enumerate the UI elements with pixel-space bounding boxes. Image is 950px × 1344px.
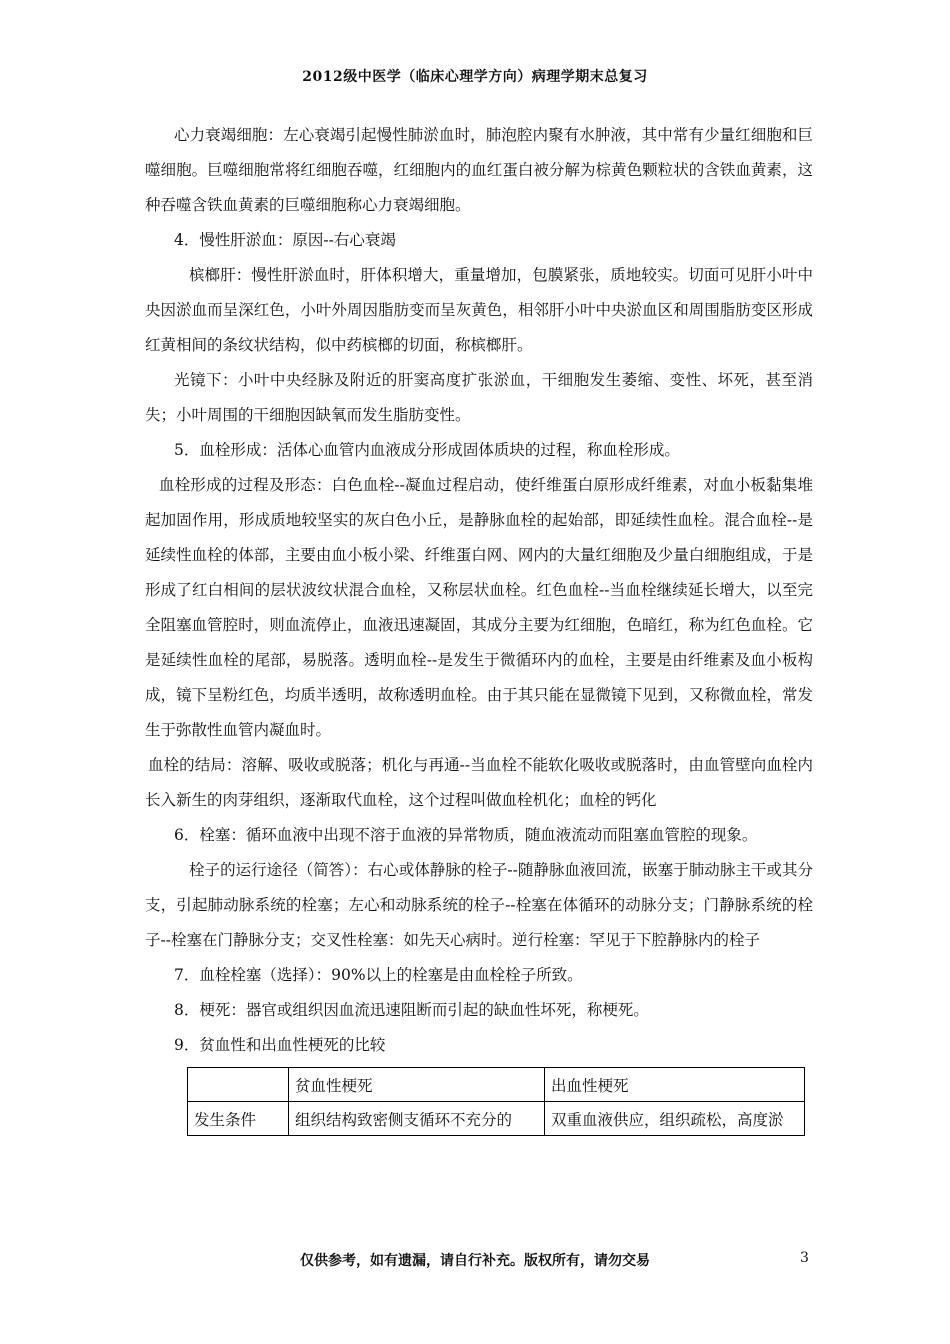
table-header-cell: 贫血性梗死 — [289, 1068, 545, 1102]
paragraph-heart-failure-cells: 心力衰竭细胞：左心衰竭引起慢性肺淤血时，肺泡腔内聚有水肿液，其中常有少量红细胞和巨噬细胞。巨噬细胞常将红细胞吞噬，红细胞内的血红蛋白被分解为棕黄色颗粒状的含铁血黄素，这种吞噬含铁血黄素的巨噬细胞称心力衰竭细胞。 — [145, 126, 813, 214]
table-cell: 双重血液供应，组织疏松，高度淤 — [545, 1102, 805, 1136]
paragraph-thrombus-formation: 血栓形成的过程及形态：白色血栓--凝血过程启动，使纤维蛋白原形成纤维素，对血小板黏集堆起加固作用，形成质地较坚实的灰白色小丘，是静脉血栓的起始部，即延续性血栓。混合血栓--是延续性血栓的体部，主要由血小板小梁、纤维蛋白网、网内的大量红细胞及少量白细胞组成，于是形成了红白相间的层状波纹状混合血栓，又称层状血栓。红色血栓--当血栓继续延长增大，以至完全阻塞血管腔时，则血流停止，血液迅速凝固，其成分主要为红细胞，色暗红，称为红色血栓。它是延续性血栓的尾部，易脱落。透明血栓--是发生于微循环内的血栓，主要是由纤维素及血小板构成，镜下呈粉红色，均质半透明，故称透明血栓。由于其只能在显微镜下见到，又称微血栓，常发生于弥散性血管内凝血时。 — [145, 476, 813, 739]
table-header-cell: 出血性梗死 — [545, 1068, 805, 1102]
paragraph-infarction: 8．梗死：器官或组织因血流迅速阻断而引起的缺血性坏死，称梗死。 — [174, 1001, 649, 1019]
table-header-row — [188, 1068, 805, 1102]
paragraph-embolism: 6．栓塞：循环血液中出现不溶于血液的异常物质，随血液流动而阻塞血管腔的现象。 — [174, 826, 758, 844]
table-cell: 发生条件 — [188, 1102, 289, 1136]
paragraph-nutmeg-liver: 槟榔肝：慢性肝淤血时，肝体积增大，重量增加，包膜紧张，质地较实。切面可见肝小叶中央因淤血而呈深红色，小叶外周因脂肪变而呈灰黄色，相邻肝小叶中央淤血区和周围脂肪变区形成红黄相间的条纹状结构，似中药槟榔的切面，称槟榔肝。 — [145, 266, 813, 354]
paragraph-microscopy: 光镜下：小叶中央经脉及附近的肝窦高度扩张淤血，干细胞发生萎缩、变性、坏死，甚至消失；小叶周围的干细胞因缺氧而发生脂肪变性。 — [145, 371, 813, 424]
paragraph-comparison-title: 9．贫血性和出血性梗死的比较 — [174, 1036, 386, 1054]
table-cell: 组织结构致密侧支循环不充分的 — [289, 1102, 545, 1136]
paragraph-thrombosis: 5．血栓形成：活体心血管内血液成分形成固体质块的过程，称血栓形成。 — [174, 441, 680, 459]
paragraph-thromboembolism: 7．血栓栓塞（选择）：90%以上的栓塞是由血栓栓子所致。 — [174, 966, 583, 984]
table-row — [188, 1102, 805, 1136]
paragraph-chronic-liver-congestion: 4．慢性肝淤血：原因--右心衰竭 — [174, 231, 396, 249]
table-header-cell — [188, 1068, 289, 1102]
paragraph-embolus-route: 栓子的运行途径（简答）：右心或体静脉的栓子--随静脉血液回流，嵌塞于肺动脉主干或其分支，引起肺动脉系统的栓塞；左心和动脉系统的栓子--栓塞在体循环的动脉分支；门静脉系统的栓子--栓塞在门静脉分支；交叉性栓塞：如先天心病时。逆行栓塞：罕见于下腔静脉内的栓子 — [145, 861, 813, 949]
document-body — [145, 118, 813, 1136]
page-header: 2012级中医学（临床心理学方向）病理学期末总复习 — [302, 69, 648, 85]
page-footer: 仅供参考，如有遗漏，请自行补充。版权所有，请勿交易 — [300, 1253, 650, 1269]
page-number: 3 — [800, 1250, 809, 1266]
paragraph-thrombus-outcome: 血栓的结局：溶解、吸收或脱落；机化与再通--当血栓不能软化吸收或脱落时，由血管壁向血栓内长入新生的肉芽组织，逐渐取代血栓，这个过程叫做血栓机化；血栓的钙化 — [145, 756, 813, 809]
infarction-comparison-table — [187, 1067, 805, 1136]
